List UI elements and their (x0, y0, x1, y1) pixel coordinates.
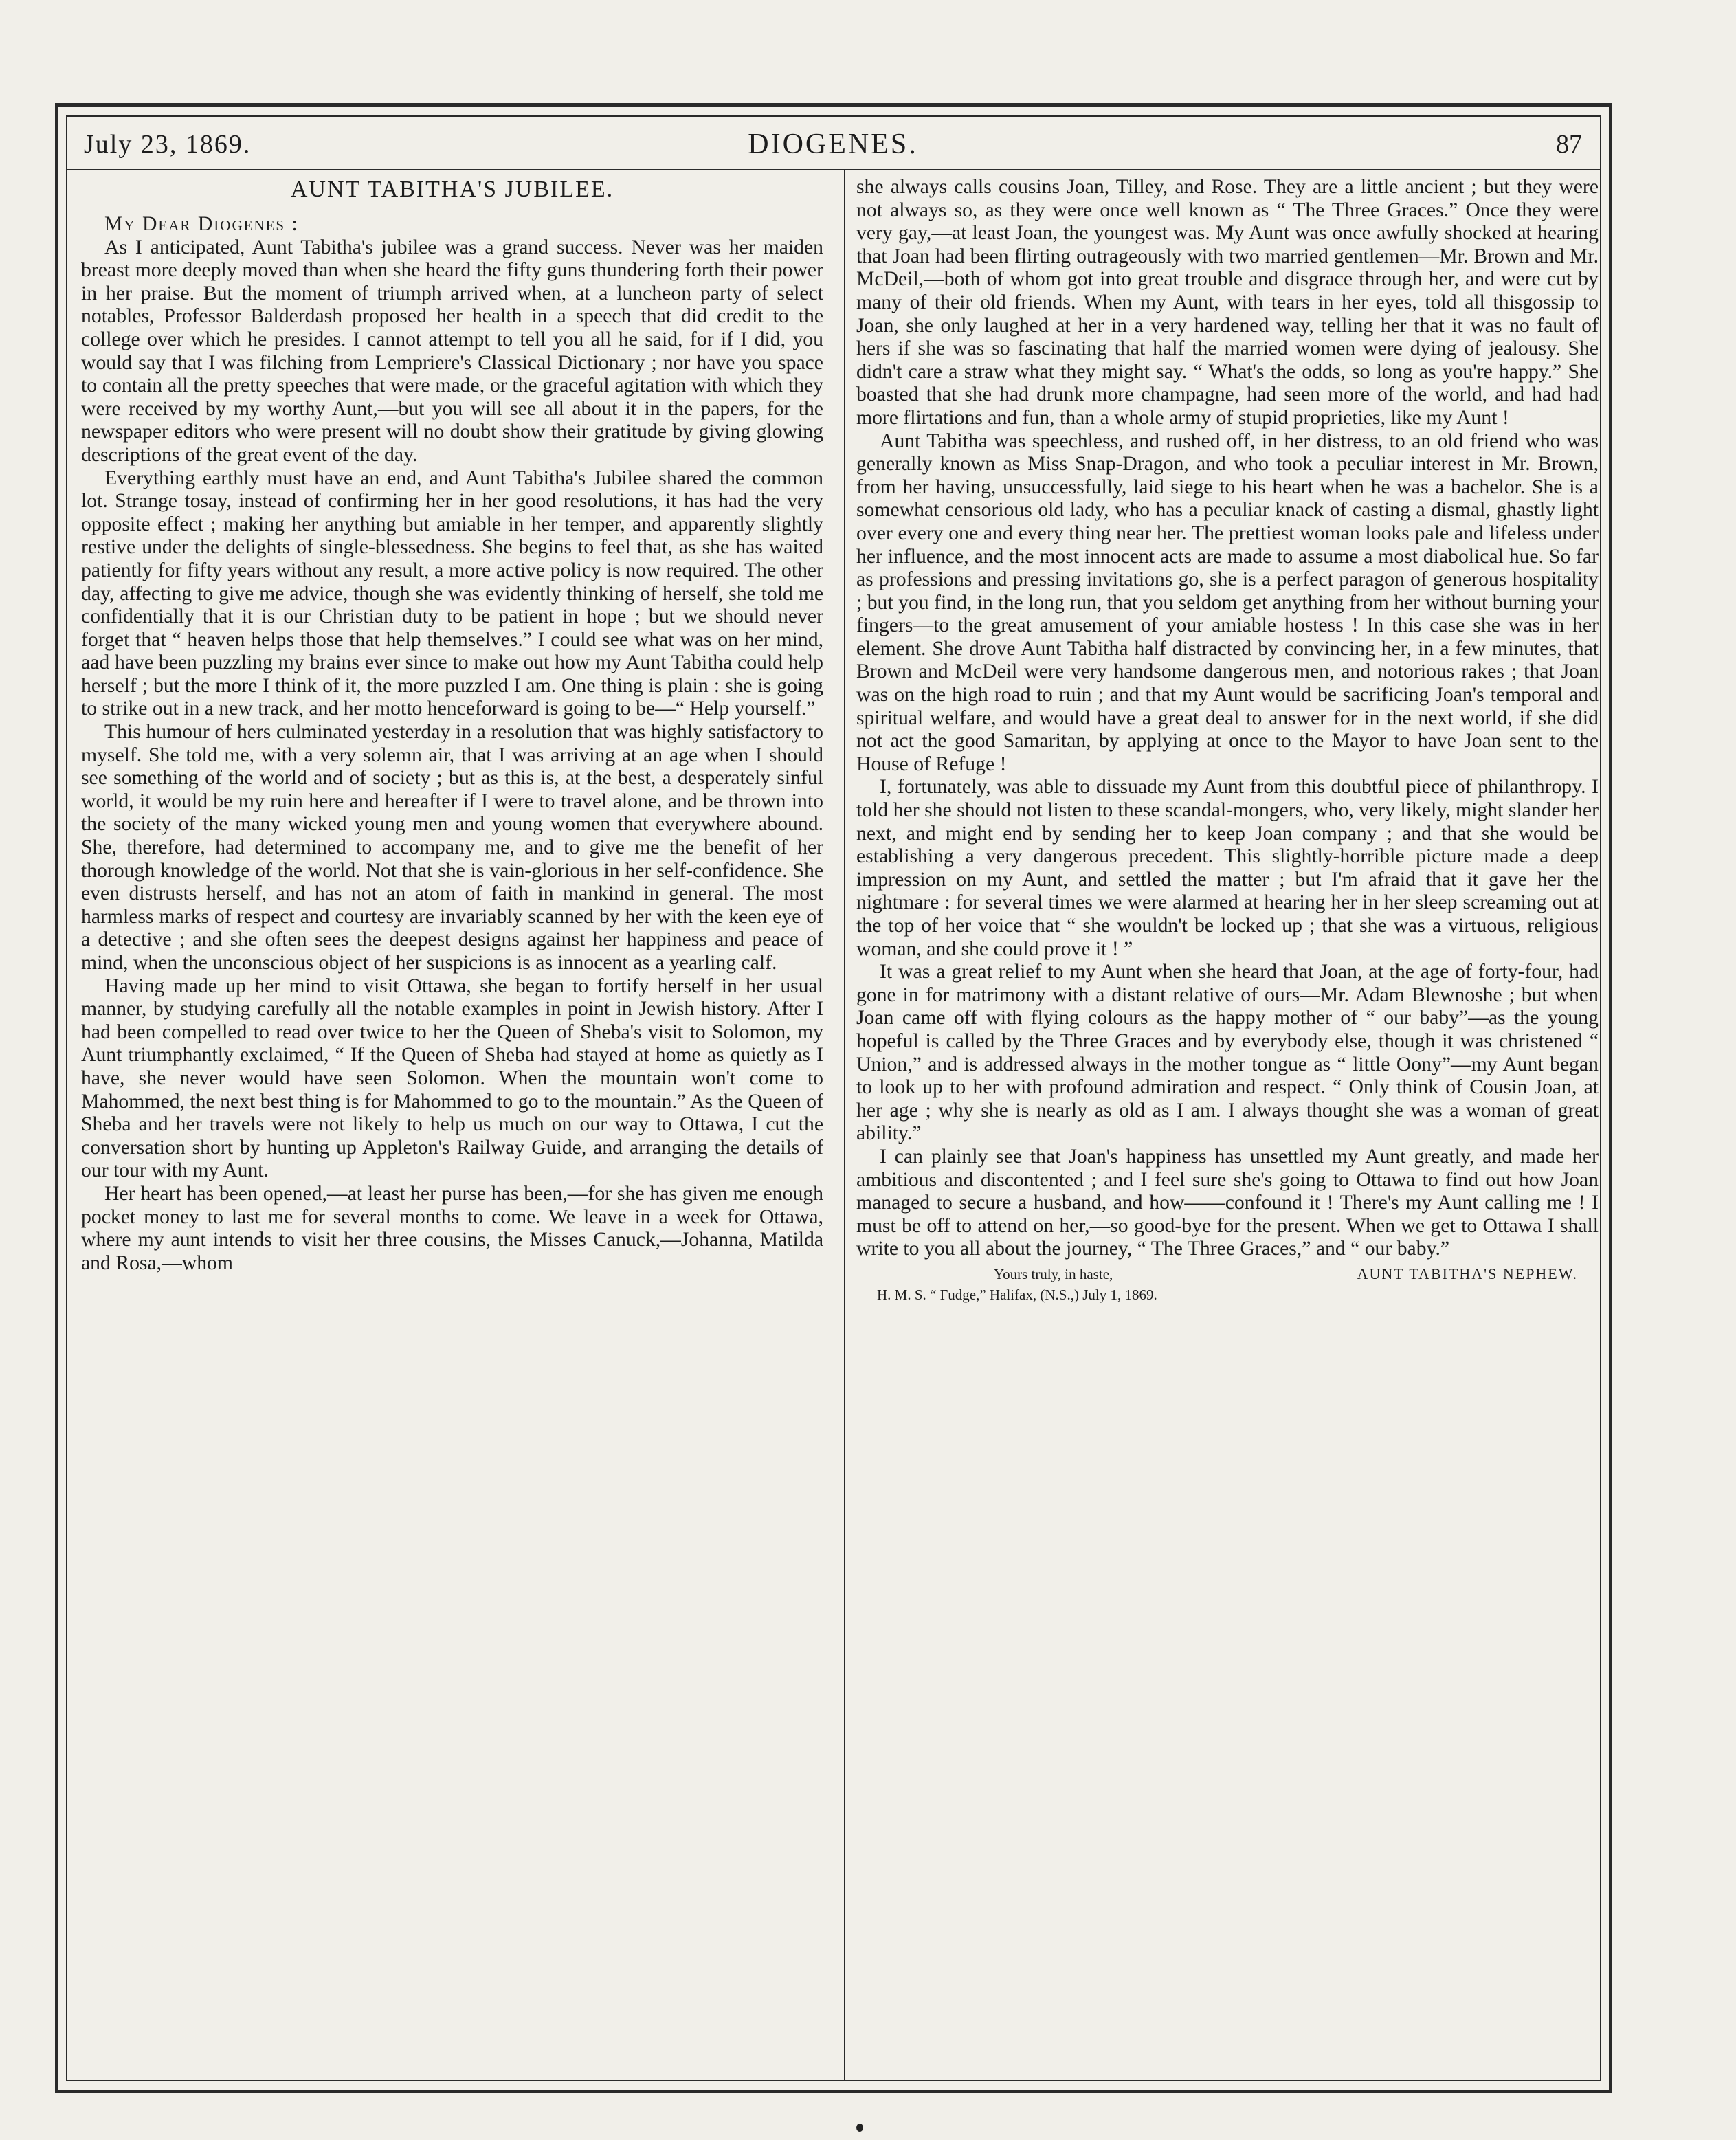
header-rule (66, 168, 1601, 170)
page-number: 87 (1556, 130, 1582, 159)
paragraph-continued: she always calls cousins Joan, Tilley, and Rose. They are a little ancient ; but they were not always so, as they were once well known as “ The Three Graces.” Once they were very gay,—at least Joan, the youngest was. My Aunt was once awfully shocked at hearing that Joan had been flirting outrageously with two married gentlemen—Mr. Brown and Mr. McDeil,—both of whom got into great trouble and disgrace through her, and were cut by many of their old friends. When my Aunt, with tears in her eyes, told all thisgossip to Joan, she only laughed at her in a very hardened way, telling her that it was no fault of hers if she was so fascinating that half the married women were dying of jealousy. She didn't care a straw what they might say. “ What's the odds, so long as you're happy.” She boasted that she had drunk more champagne, had seen more of the world, and had had more flirtations and fun, than a whole army of stupid proprieties, like my Aunt ! (856, 176, 1599, 429)
ink-speck (856, 2124, 863, 2132)
masthead: DIOGENES. (748, 129, 918, 160)
column-divider (844, 170, 845, 2080)
paragraph: I, fortunately, was able to dissuade my Aunt from this doubtful piece of philanthropy. I told her she should not listen to these scandal-mongers, who, very likely, might slander her next, and might end by sending her to keep Joan company ; and that she would be establishing a very dangerous precedent. This slightly-horrible picture made a deep impression on my Aunt, and settled the matter ; but I'm afraid that it gave her the nightmare : for several times we were alarmed at hearing her in her sleep screaming out at the top of her voice that “ she wouldn't be locked up ; that she was a virtuous, religious woman, and she could prove it ! ” (856, 776, 1599, 960)
dateline: H. M. S. “ Fudge,” Halifax, (N.S.,) July 1, 1869. (877, 1286, 1157, 1303)
signature: AUNT TABITHA'S NEPHEW. (1357, 1264, 1578, 1282)
page-header (77, 124, 1589, 165)
salutation: My Dear Diogenes : (104, 213, 299, 235)
paragraph: As I anticipated, Aunt Tabitha's jubilee was a grand success. Never was her maiden breast more deeply moved than when she heard the fifty guns thundering forth their power in her praise. But the moment of triumph arrived when, at a luncheon party of select notables, Professor Balderdash proposed her health in a speech that did credit to the college over which he presides. I cannot attempt to tell you all he said, for if I did, you would say that I was filching from Lempriere's Classical Dictionary ; nor have you space to contain all the pretty speeches that were made, or the graceful agitation with which they were received by my worthy Aunt,—but you will see all about it in the papers, for the newspaper editors who were present will no doubt show their gratitude by giving glowing descriptions of the great event of the day. (81, 236, 823, 466)
paragraph: It was a great relief to my Aunt when she heard that Joan, at the age of forty-four, had gone in for matrimony with a distant relative of ours—Mr. Adam Blewnoshe ; but when Joan came off with flying colours as the happy mother of “ our baby”—as the young hopeful is called by the Three Graces and by everybody else, though it was christened “ Union,” and is addressed always in the mother tongue as “ little Oony”—my Aunt began to look up to her with profound admiration and respect. “ Only think of Cousin Joan, at her age ; why she is nearly as old as I am. I always thought she was a woman of great ability.” (856, 961, 1599, 1145)
article-title: AUNT TABITHA'S JUBILEE. (290, 177, 614, 202)
paragraph: Having made up her mind to visit Ottawa, she began to fortify herself in her usual manner, by studying carefully all the notable examples in point in Jewish history. After I had been compelled to read over twice to her the Queen of Sheba's visit to Solomon, my Aunt triumphantly exclaimed, “ If the Queen of Sheba had stayed at home as quietly as I have, she never would have seen Solomon. When the mountain won't come to Mahommed, the next best thing is for Mahommed to go to the mountain.” As the Queen of Sheba and her travels were not likely to help us much on our way to Ottawa, I cut the conversation short by hunting up Appleton's Railway Guide, and arranging the details of our tour with my Aunt. (81, 974, 823, 1182)
left-column (81, 176, 823, 1275)
paragraph: I can plainly see that Joan's happiness has unsettled my Aunt greatly, and made her ambitious and discontented ; and I feel sure she's going to Ottawa to find out how Joan managed to secure a husband, and how——confound it ! There's my Aunt calling me ! I must be off to attend on her,—so good-bye for the present. When we get to Ottawa I shall write to you all about the journey, “ The Three Graces,” and “ our baby.” (856, 1145, 1599, 1260)
paragraph: This humour of hers culminated yesterday in a resolution that was highly satisfactory to myself. She told me, with a very solemn air, that I was arriving at an age when I should see something of the world and of society ; but as this is, at the best, a desperately sinful world, it would be my ruin here and hereafter if I were to travel alone, and be thrown into the society of the many wicked young men and young women that everywhere abound. She, therefore, had determined to accompany me, and to give me the benefit of her thorough knowledge of the world. Not that she is vain-glorious in her self-confidence. She even distrusts herself, and has not an atom of faith in mankind in general. The most harmless marks of respect and courtesy are invariably scanned by her with the keen eye of a detective ; and she often sees the deepest designs against her happiness and peace of mind, when the unconscious object of her suspicions is as innocent as a yearling calf. (81, 721, 823, 974)
paragraph: Her heart has been opened,—at least her purse has been,—for she has given me enough pocket money to last me for several months to come. We leave in a week for Ottawa, where my aunt intends to visit her three cousins, the Misses Canuck,—Johanna, Matilda and Rosa,—whom (81, 1182, 823, 1274)
paragraph: Everything earthly must have an end, and Aunt Tabitha's Jubilee shared the common lot. Strange tosay, instead of confirming her in her good resolutions, it has had the very opposite effect ; making her anything but amiable in her temper, and apparently slightly restive under the delights of single-blessedness. She begins to feel that, as she has waited patiently for fifty years without any result, a more active policy is now required. The other day, affecting to give me advice, though she was evidently thinking of herself, she told me confidentially that it is our Christian duty to be patient in hope ; but we should never forget that “ heaven helps those that help themselves.” I could see what was on her mind, aad have been puzzling my brains ever since to make out how my Aunt Tabitha could help herself ; but the more I think of it, the more puzzled I am. One thing is plain : she is going to strike out in a new track, and her motto henceforward is going to be—“ Help yourself.” (81, 467, 823, 720)
right-column (856, 176, 1599, 1305)
issue-date: July 23, 1869. (84, 130, 252, 159)
paragraph: Aunt Tabitha was speechless, and rushed off, in her distress, to an old friend who was generally known as Miss Snap-Dragon, and who took a peculiar interest in Mr. Brown, from her having, unsuccessfully, laid siege to his heart when he was a bachelor. She is a somewhat censorious old lady, who has a peculiar knack of casting a dismal, ghastly light over every one and every thing near her. The prettiest woman looks pale and lifeless under her influence, and the most innocent acts are made to assume a most diabolical hue. So far as professions and pressing invitations go, she is a perfect paragon of generous hospitality ; but you find, in the long run, that you seldom get anything from her without burning your fingers—to the great amusement of your amiable hostess ! In this case she was in her element. She drove Aunt Tabitha half distracted by convincing her, in a few minutes, that Brown and McDeil were very handsome dangerous men, and notorious rakes ; that Joan was on the high road to ruin ; and that my Aunt would be sacrificing Joan's temporal and spiritual welfare, and would have a great deal to answer for in the next world, if she did not act the good Samaritan, by applying at once to the Mayor to have Joan sent to the House of Refuge ! (856, 430, 1599, 775)
signoff (856, 1264, 1599, 1305)
closing-line: Yours truly, in haste, (994, 1265, 1113, 1282)
